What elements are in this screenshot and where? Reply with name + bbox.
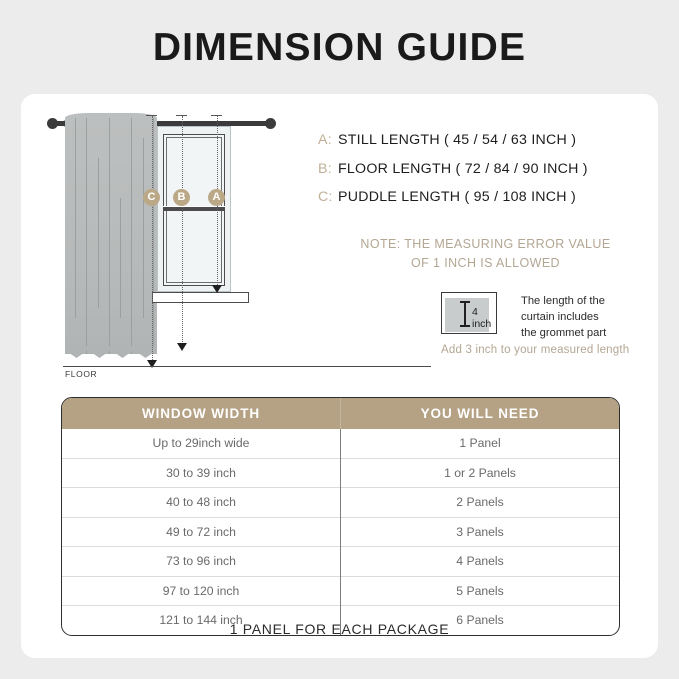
badge-b: B xyxy=(173,189,190,206)
table-header-window-width: WINDOW WIDTH xyxy=(62,398,341,429)
legend-row-c xyxy=(318,189,648,205)
table-row xyxy=(62,429,619,458)
grommet-desc-line2: curtain includes xyxy=(521,311,599,323)
floor-line xyxy=(63,366,431,367)
badge-c: C xyxy=(143,189,160,206)
content-card xyxy=(21,94,658,658)
page-title: DIMENSION GUIDE xyxy=(152,26,527,69)
table-cell-width: 40 to 48 inch xyxy=(62,488,341,518)
table-cell-width: 97 to 120 inch xyxy=(62,576,341,606)
table-cell-panels: 4 Panels xyxy=(341,547,620,577)
table-row xyxy=(62,458,619,488)
table-header-row xyxy=(62,398,619,429)
legend-key-b: B: xyxy=(318,160,332,177)
grommet-desc-line3: the grommet part xyxy=(521,327,607,339)
dimension-line-b xyxy=(182,116,183,344)
curtain-diagram xyxy=(21,94,341,394)
badge-a: A xyxy=(208,189,225,206)
dimension-line-c xyxy=(152,116,153,362)
curtain-fold xyxy=(86,118,87,354)
curtain-hem xyxy=(65,346,157,360)
grommet-measure-cap-bottom xyxy=(460,325,470,327)
curtain-fold xyxy=(98,158,99,308)
table-row xyxy=(62,576,619,606)
window-sill xyxy=(152,292,249,303)
curtain-fold xyxy=(75,118,76,318)
legend-text-c: PUDDLE LENGTH ( 95 / 108 INCH ) xyxy=(338,189,576,205)
grommet-diagram-box xyxy=(441,292,497,334)
dimension-arrow-a-icon xyxy=(212,285,222,293)
floor-label: FLOOR xyxy=(65,369,98,379)
grommet-desc-line1: The length of the xyxy=(521,295,605,307)
curtain-fold xyxy=(131,118,132,354)
table-row xyxy=(62,547,619,577)
legend-row-b xyxy=(318,161,648,177)
table-cell-panels: 5 Panels xyxy=(341,576,620,606)
curtain-fold xyxy=(109,118,110,354)
table-cell-width: Up to 29inch wide xyxy=(62,429,341,458)
table-cell-panels: 3 Panels xyxy=(341,517,620,547)
footer-note: 1 PANEL FOR EACH PACKAGE xyxy=(229,621,450,637)
legend-text-b: FLOOR LENGTH ( 72 / 84 / 90 INCH ) xyxy=(338,160,588,177)
length-legend xyxy=(318,132,648,218)
measuring-note-line1: NOTE: THE MEASURING ERROR VALUE xyxy=(360,237,611,251)
table-cell-panels: 2 Panels xyxy=(341,488,620,518)
legend-key-a: A: xyxy=(318,132,332,148)
window-width-table xyxy=(62,398,619,635)
curtain-hem-shape-icon xyxy=(65,346,157,360)
rod-finial-left-icon xyxy=(47,118,58,129)
table-cell-panels: 6 Panels xyxy=(341,606,620,635)
curtain-fold xyxy=(120,198,121,318)
table-cell-panels: 1 or 2 Panels xyxy=(341,458,620,488)
legend-key-c: C: xyxy=(318,189,333,205)
table-row xyxy=(62,488,619,518)
dimension-arrow-b-icon xyxy=(177,343,187,351)
table-cell-width: 121 to 144 inch xyxy=(62,606,341,635)
legend-text-a: STILL LENGTH ( 45 / 54 / 63 INCH ) xyxy=(338,132,577,148)
curtain-panel xyxy=(65,118,157,354)
window-width-table-wrap xyxy=(61,397,620,636)
curtain-fold xyxy=(153,118,154,354)
grommet-description xyxy=(521,293,661,341)
rod-finial-right-icon xyxy=(265,118,276,129)
grommet-measure-line xyxy=(464,302,466,326)
table-cell-width: 49 to 72 inch xyxy=(62,517,341,547)
table-header-you-will-need: YOU WILL NEED xyxy=(341,398,620,429)
grommet-add-note: Add 3 inch to your measured length xyxy=(441,344,630,356)
grommet-measure-label: 4 inch xyxy=(472,306,492,330)
table-row xyxy=(62,517,619,547)
table-cell-width: 73 to 96 inch xyxy=(62,547,341,577)
measuring-note-line2: OF 1 INCH IS ALLOWED xyxy=(410,256,560,270)
measuring-note xyxy=(318,235,653,273)
legend-row-a xyxy=(318,132,648,148)
table-cell-width: 30 to 39 inch xyxy=(62,458,341,488)
table-cell-panels: 1 Panel xyxy=(459,436,501,451)
curtain-fold xyxy=(143,138,144,318)
